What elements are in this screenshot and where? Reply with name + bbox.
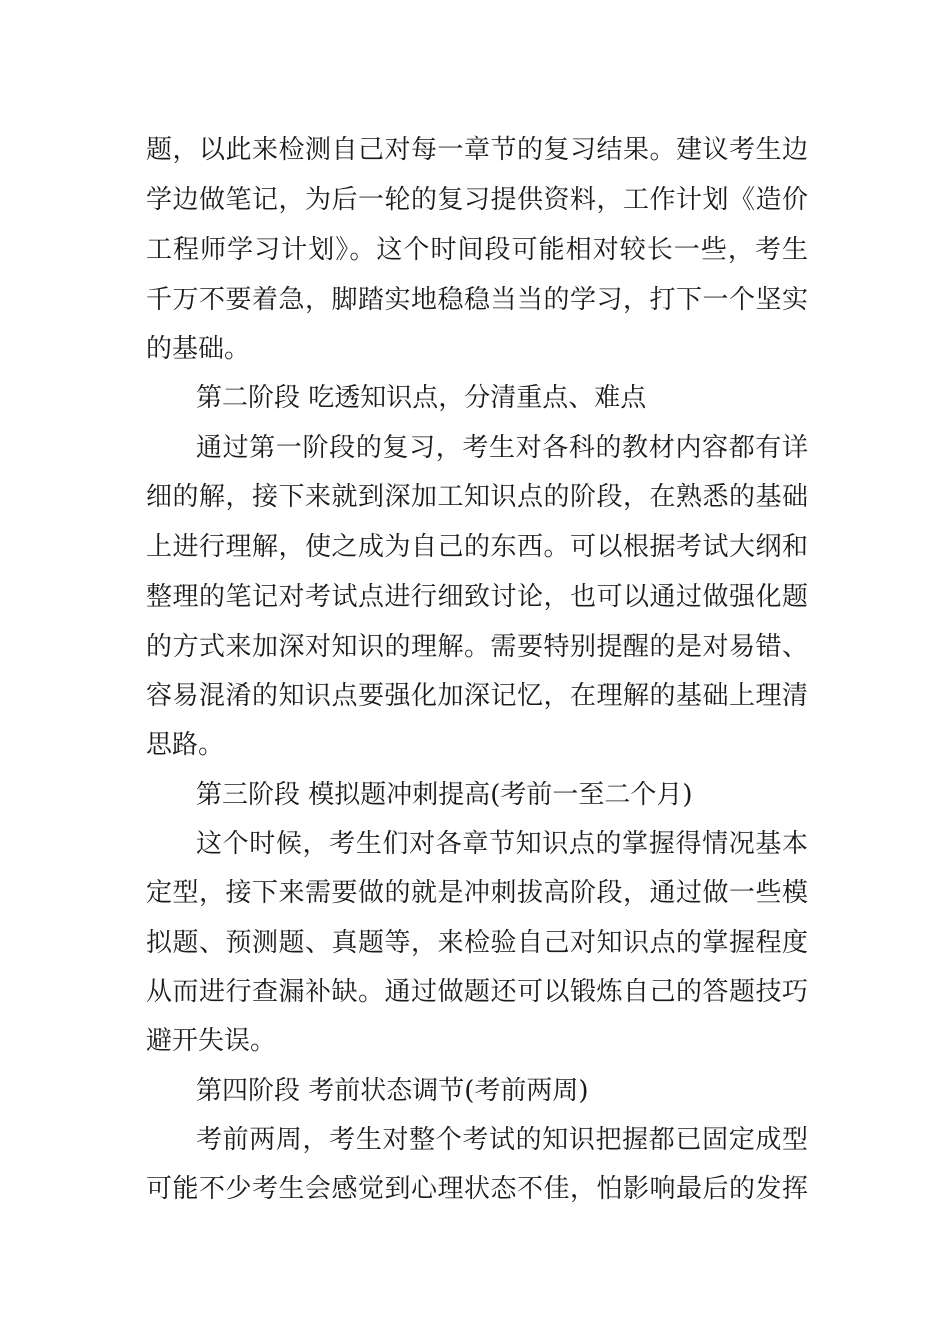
section-heading: 第三阶段 模拟题冲刺提高(考前一至二个月) — [196, 780, 693, 810]
text-line: 学边做笔记，为后一轮的复习提供资料，工作计划《造价 — [146, 185, 808, 215]
text-line: 上进行理解，使之成为自己的东西。可以根据考试大纲和 — [146, 532, 808, 562]
text-line: 整理的笔记对考试点进行细致讨论，也可以通过做强化题 — [146, 582, 808, 612]
text-line: 思路。 — [146, 730, 225, 760]
text-line: 定型，接下来需要做的就是冲刺拔高阶段，通过做一些模 — [146, 878, 808, 908]
text-line: 拟题、预测题、真题等，来检验自己对知识点的掌握程度 — [146, 928, 808, 958]
text-line: 的基础。 — [146, 334, 251, 364]
text-line: 考前两周，考生对整个考试的知识把握都已固定成型 — [196, 1125, 808, 1155]
text-line: 从而进行查漏补缺。通过做题还可以锻炼自己的答题技巧 — [146, 977, 808, 1007]
text-line: 避开失误。 — [146, 1026, 277, 1056]
section-heading: 第四阶段 考前状态调节(考前两周) — [196, 1076, 589, 1106]
text-line: 这个时候，考生们对各章节知识点的掌握得情况基本 — [196, 829, 808, 859]
text-line: 可能不少考生会感觉到心理状态不佳，怕影响最后的发挥 — [146, 1174, 808, 1204]
text-line: 细的解，接下来就到深加工知识点的阶段，在熟悉的基础 — [146, 482, 808, 512]
text-line: 工程师学习计划》。这个时间段可能相对较长一些，考生 — [146, 235, 808, 265]
section-heading: 第二阶段 吃透知识点，分清重点、难点 — [196, 383, 647, 413]
text-line: 通过第一阶段的复习，考生对各科的教材内容都有详 — [196, 433, 808, 463]
text-line: 题，以此来检测自己对每一章节的复习结果。建议考生边 — [146, 135, 808, 165]
text-line: 的方式来加深对知识的理解。需要特别提醒的是对易错、 — [146, 632, 808, 662]
text-line: 容易混淆的知识点要强化加深记忆，在理解的基础上理清 — [146, 681, 808, 711]
text-line: 千万不要着急，脚踏实地稳稳当当的学习，打下一个坚实 — [146, 285, 808, 315]
